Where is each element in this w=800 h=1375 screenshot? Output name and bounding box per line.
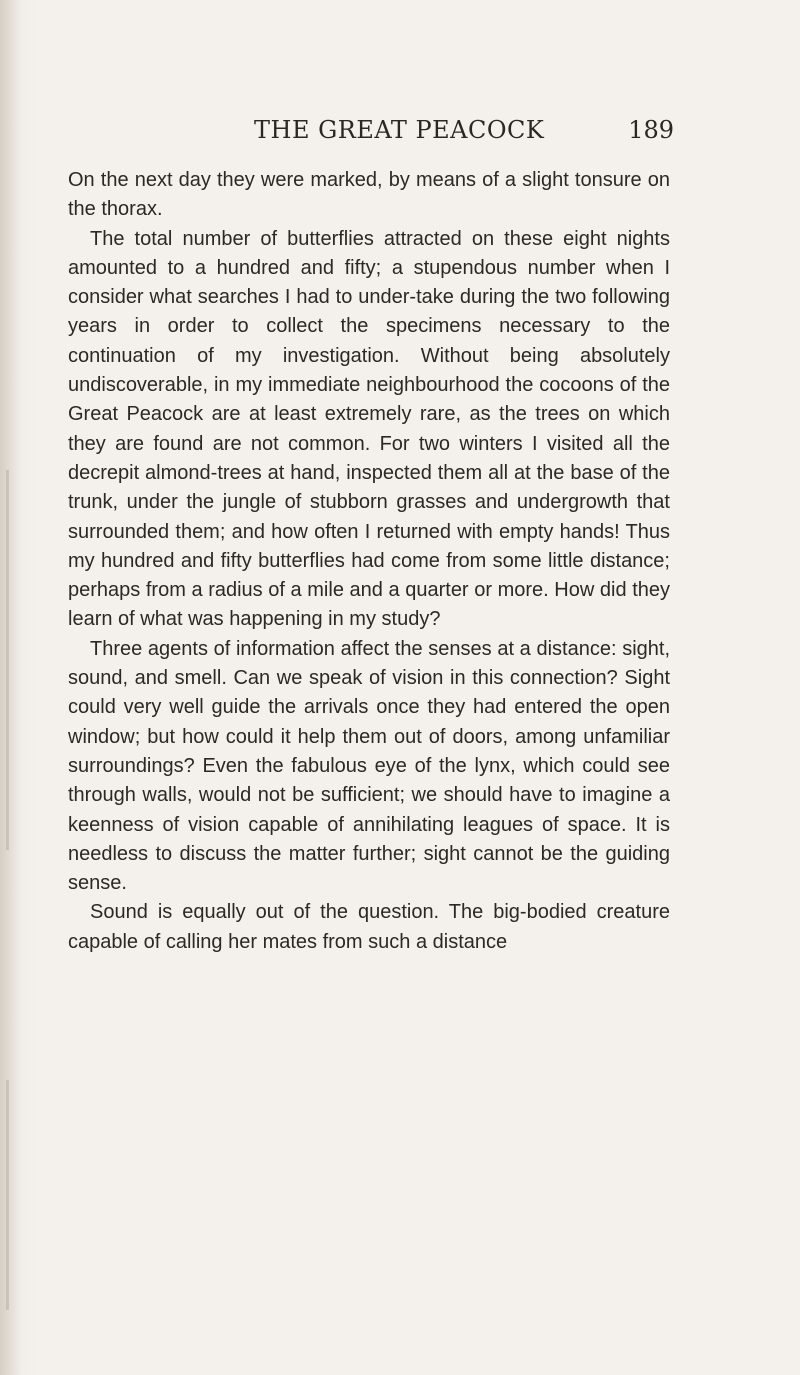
gutter-crease-lower bbox=[6, 1080, 9, 1310]
page-number: 189 bbox=[628, 116, 674, 144]
paragraph: On the next day they were marked, by means of a slight tonsure on the thorax. bbox=[68, 169, 670, 221]
running-header bbox=[254, 116, 674, 148]
running-title: THE GREAT PEACOCK bbox=[254, 116, 545, 144]
paragraph: Sound is equally out of the question. The big-bodied creature capable of calling her mates from such a distance bbox=[68, 901, 670, 953]
paragraph: Three agents of information affect the senses at a distance: sight, sound, and smell. Can we speak of vision in this connection? Sight could very well guide the arrivals once they had entered the open window; but how could it help them out of doors, among unfamiliar surroundings? Even the fabulous eye of the lynx, which could see through walls, would not be sufficient; we should have to imagine a keenness of vision capable of annihilating leagues of space. It is needless to discuss the matter further; sight cannot be the guiding sense. bbox=[68, 637, 670, 895]
gutter-crease bbox=[6, 470, 9, 850]
paragraph: The total number of butterflies attracted on these eight nights amounted to a hundred and fifty; a stupendous number when I consider what searches I had to under-take during the two following years in order to collect the specimens necessary to the continuation of my investigation. Without being absolutely undiscoverable, in my immediate neighbourhood the cocoons of the Great Peacock are at least extremely rare, as the trees on which they are found are not common. For two winters I visited all the decrepit almond-trees at hand, inspected them all at the base of the trunk, under the jungle of stubborn grasses and undergrowth that surrounded them; and how often I returned with empty hands! Thus my hundred and fifty butterflies had come from some little distance; perhaps from a radius of a mile and a quarter or more. How did they learn of what was happening in my study? bbox=[68, 227, 670, 631]
body-text bbox=[68, 166, 670, 957]
binding-gutter-shadow bbox=[0, 0, 22, 1375]
